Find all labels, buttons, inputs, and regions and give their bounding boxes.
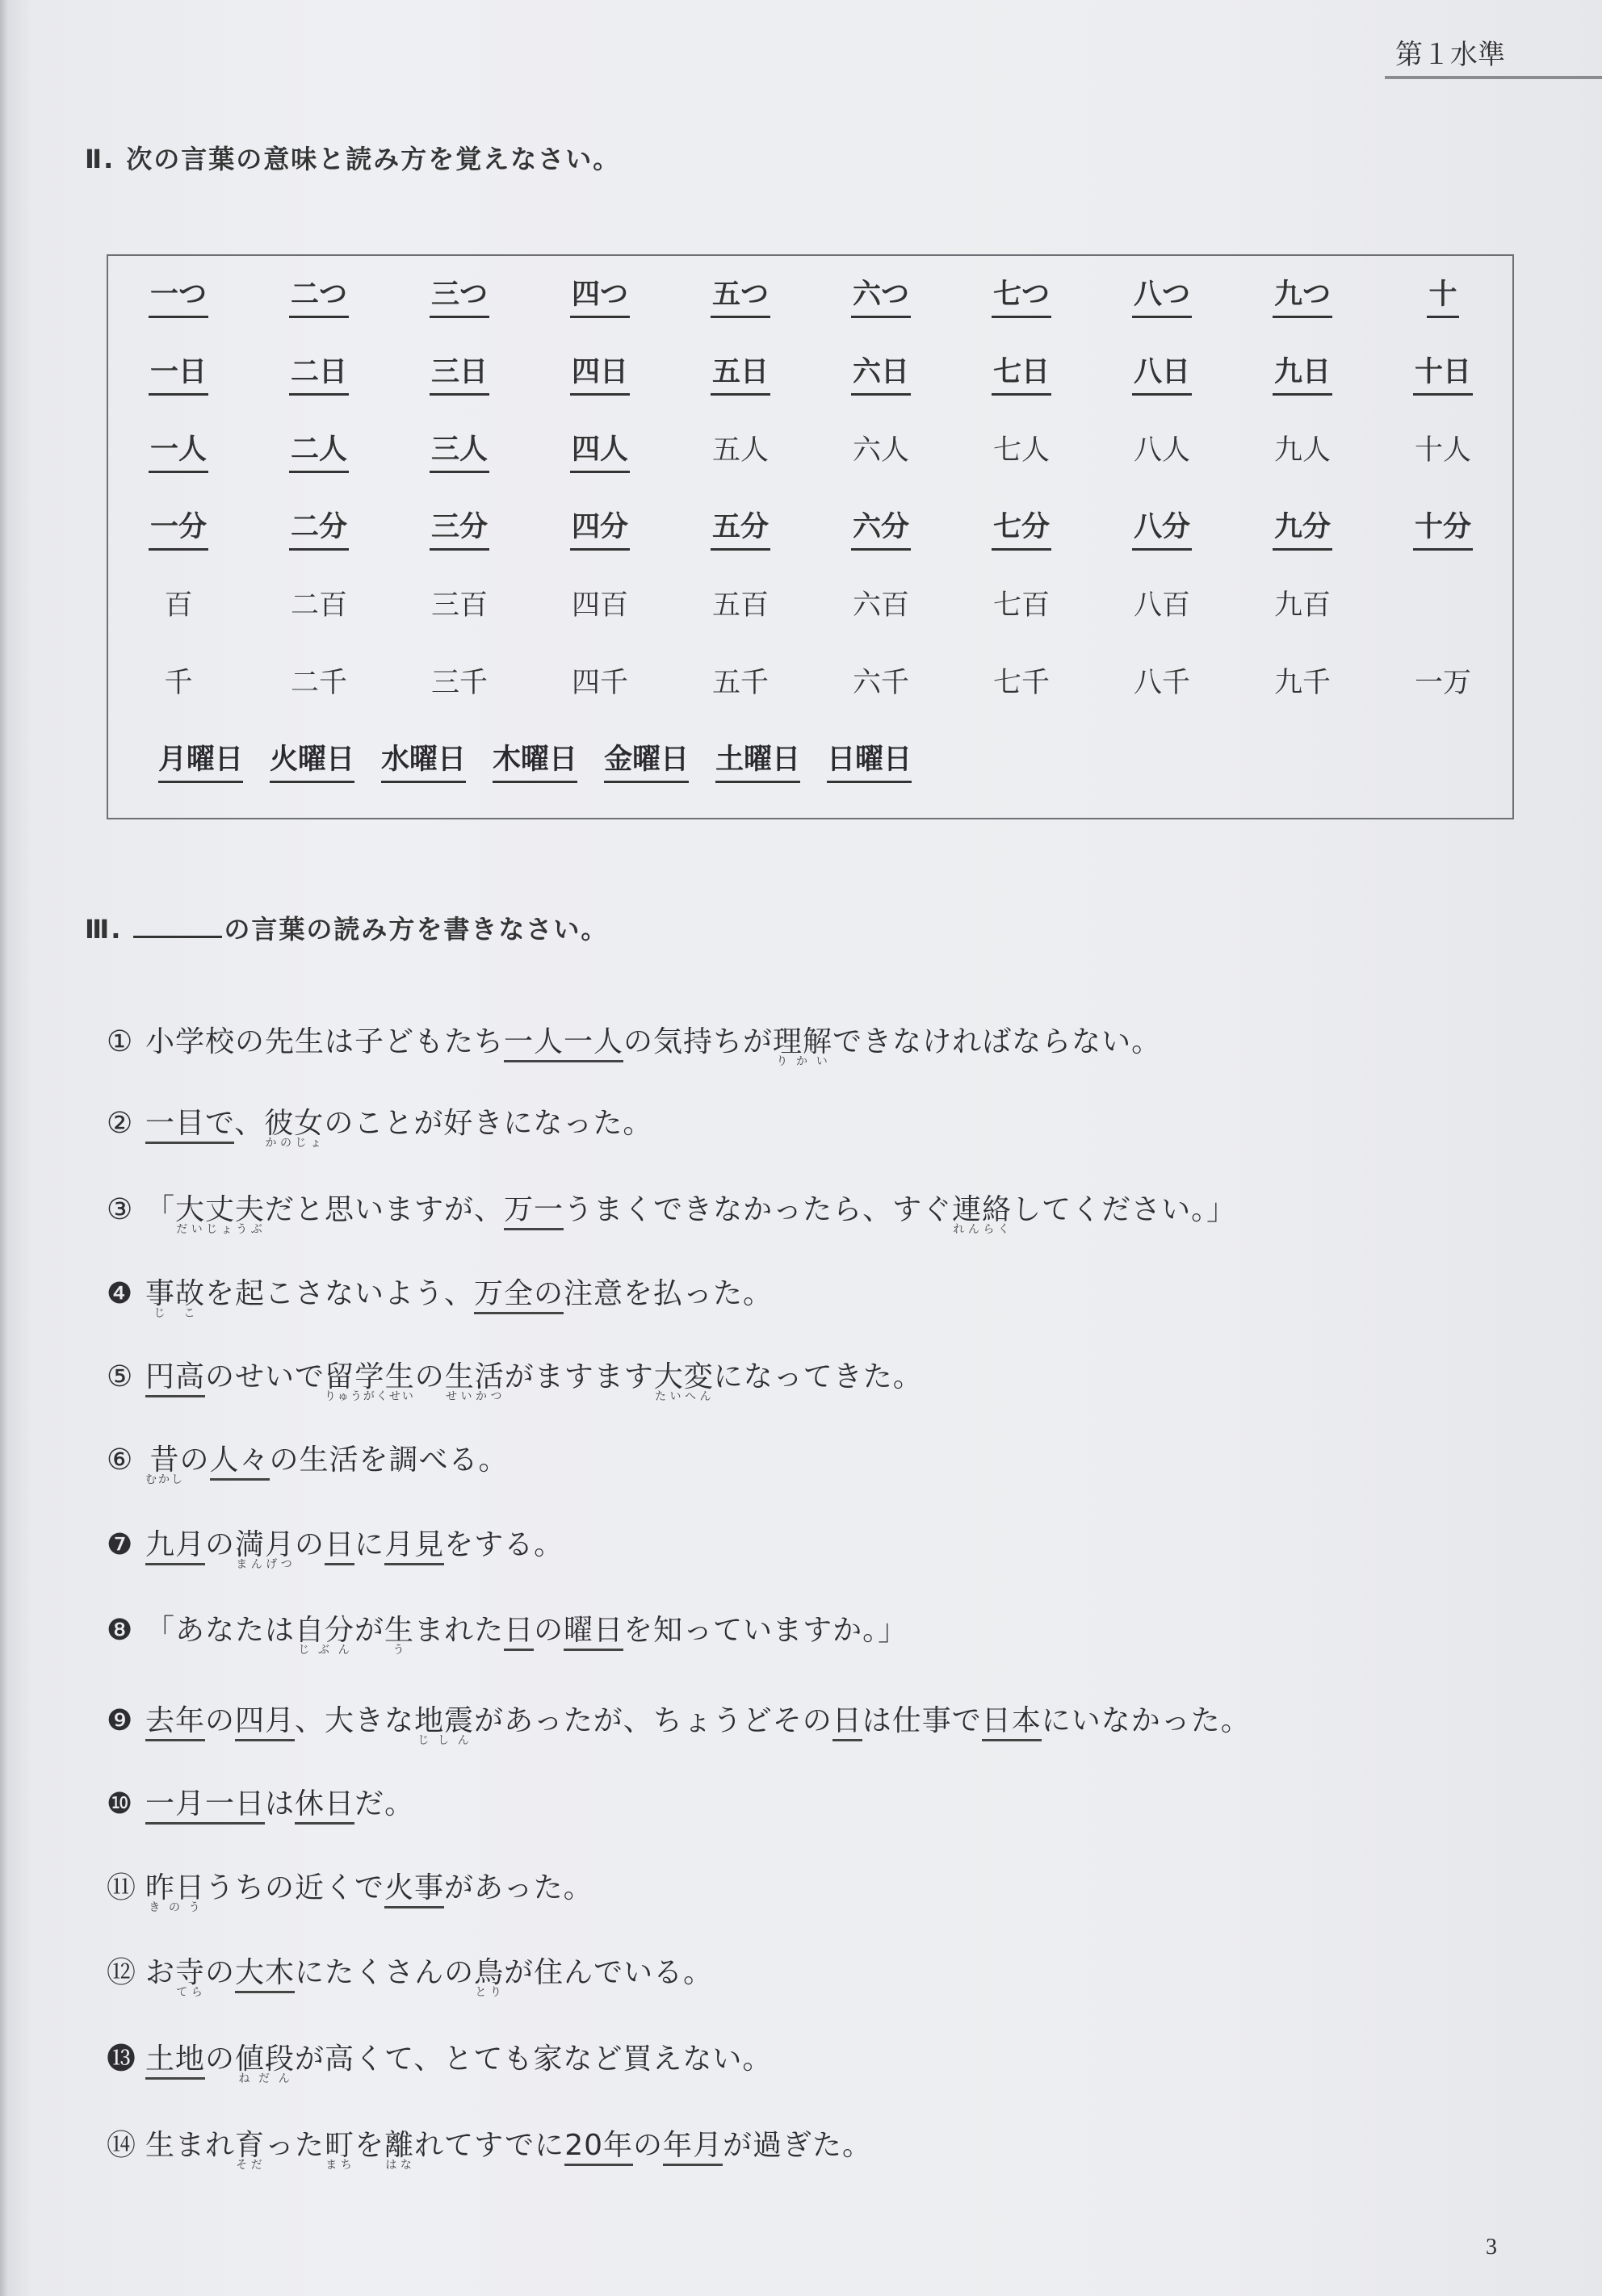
vocab-word: 五千 <box>711 667 769 699</box>
sentence-text: お <box>145 1956 176 1989</box>
vocab-word: 九人 <box>1273 434 1331 467</box>
sentence-text: は <box>265 1787 296 1820</box>
sentence-text: にたくさんの <box>295 1956 475 1989</box>
sentence-text: が <box>354 1614 385 1647</box>
sentence-text: を起こさないよう、 <box>205 1277 475 1310</box>
furigana: りかい <box>773 1055 833 1068</box>
vocab-cell <box>249 643 389 721</box>
sentence-text: 注意を払った。 <box>564 1277 774 1310</box>
sentence-text: うまくできなかったら、すぐ <box>564 1193 953 1226</box>
section-3-numeral: Ⅲ. <box>85 914 123 945</box>
vocab-word: 四千 <box>571 667 628 699</box>
sentence-text: 「 <box>145 1193 176 1226</box>
vocab-cell <box>1373 643 1513 721</box>
sentence-text: を <box>354 2129 385 2162</box>
vocab-cell <box>811 256 951 333</box>
target-word: 四月 <box>235 1704 295 1741</box>
weekday-word: 金曜日 <box>604 737 689 783</box>
vocab-cell <box>389 333 530 411</box>
sentence-text: の <box>205 1956 236 1989</box>
sentence <box>107 1950 713 1997</box>
vocab-word: 五人 <box>711 434 769 467</box>
ruby-word: 地震じしん <box>414 1704 475 1747</box>
vocab-word: 五つ <box>711 272 770 318</box>
vocab-word: 十人 <box>1414 434 1471 467</box>
vocab-cell <box>249 566 389 643</box>
target-word: 万全の <box>474 1277 564 1314</box>
vocab-word: 百 <box>164 589 193 622</box>
furigana: たいへん <box>653 1390 714 1403</box>
vocab-cell <box>811 333 951 411</box>
target-word: 土地 <box>145 2043 205 2080</box>
vocab-cell <box>951 333 1092 411</box>
ruby-word: 生う <box>384 1614 415 1657</box>
sentence-text: の <box>414 1360 445 1393</box>
vocab-word: 二日 <box>289 350 349 396</box>
target-word: 人々 <box>210 1443 270 1481</box>
sentence <box>107 1781 414 1822</box>
ruby-word: 大丈夫だいじょうぶ <box>175 1193 266 1236</box>
vocab-cell <box>108 411 249 488</box>
vocab-word: 九日 <box>1273 350 1332 396</box>
sentence <box>107 1437 509 1485</box>
vocab-cell <box>389 411 530 488</box>
furigana: れんらく <box>952 1223 1013 1236</box>
sentence <box>107 1019 1161 1066</box>
target-word: 年月 <box>663 2129 723 2166</box>
vocab-cell <box>951 643 1092 721</box>
vocab-cell <box>1232 566 1373 643</box>
sentence-text: うちの近くで <box>205 1871 385 1904</box>
vocab-cell <box>1232 333 1373 411</box>
sentence-text: 、 <box>234 1107 265 1140</box>
vocab-word: 一つ <box>149 272 208 318</box>
header-rule <box>1385 76 1602 79</box>
target-word: 大木 <box>235 1956 295 1993</box>
sentence <box>107 1354 923 1401</box>
sentence-number: ⑤ <box>107 1360 134 1393</box>
vocab-word: 八分 <box>1132 505 1192 551</box>
target-word: 月見 <box>384 1528 444 1565</box>
vocab-word: 一万 <box>1414 667 1471 699</box>
vocab-word: 二つ <box>289 272 349 318</box>
sentence <box>107 2036 772 2084</box>
sentence-text: 、大きな <box>295 1704 415 1737</box>
vocab-cell <box>670 256 811 333</box>
vocab-word: 三千 <box>430 667 488 699</box>
sentence-text: の <box>205 2043 236 2076</box>
vocab-word: 四人 <box>570 427 630 473</box>
vocab-word: 二百 <box>290 589 347 622</box>
vocab-cell <box>1092 643 1232 721</box>
vocab-word: 八つ <box>1132 272 1192 318</box>
ruby-word: 昔むかし <box>145 1443 184 1486</box>
ruby-word: 留学生りゅうがくせい <box>324 1360 415 1403</box>
sentence-number: ❽ <box>107 1614 134 1647</box>
vocab-cell <box>389 643 530 721</box>
vocab-cell <box>1232 488 1373 566</box>
ruby-word: 彼女かのじょ <box>264 1107 325 1150</box>
section-3-title: の言葉の読み方を書きなさい。 <box>224 914 609 945</box>
vocab-word: 八日 <box>1132 350 1192 396</box>
target-word: 万一 <box>504 1193 564 1230</box>
vocab-cell <box>1373 488 1513 566</box>
vocab-cell <box>1092 256 1232 333</box>
sentence-text: まれた <box>414 1614 505 1647</box>
sentence-text: のことが好きになった。 <box>324 1107 653 1140</box>
vocab-cell <box>249 411 389 488</box>
sentence-text: の <box>633 2129 664 2162</box>
vocab-word: 六つ <box>851 272 911 318</box>
vocab-cell <box>1092 411 1232 488</box>
sentence-text: った <box>265 2129 325 2162</box>
target-word: 一日 <box>205 1787 265 1825</box>
vocab-cell <box>811 643 951 721</box>
ruby-word: 育そだ <box>235 2129 266 2172</box>
sentence-number: ⓭ <box>107 2043 137 2076</box>
vocab-cell <box>1092 333 1232 411</box>
vocab-cell <box>1232 256 1373 333</box>
ruby-word: 寺てら <box>175 1956 206 1999</box>
furigana: むかし <box>145 1473 184 1486</box>
target-word: 一人一人 <box>504 1025 623 1062</box>
sentence-text: のせいで <box>205 1360 325 1393</box>
vocab-word: 七分 <box>992 505 1051 551</box>
vocab-cell <box>811 411 951 488</box>
vocab-word: 二分 <box>289 505 349 551</box>
vocab-cell <box>530 333 670 411</box>
sentence <box>107 1698 1251 1745</box>
vocab-word: 八百 <box>1133 589 1190 622</box>
vocab-cell <box>108 643 249 721</box>
vocab-word: 六日 <box>851 350 911 396</box>
vocab-word: 八千 <box>1133 667 1190 699</box>
ruby-word: 自分じぶん <box>295 1614 355 1657</box>
vocab-cell <box>530 256 670 333</box>
furigana: ねだん <box>235 2072 296 2085</box>
vocab-word: 六分 <box>851 505 911 551</box>
sentence-text: に <box>354 1528 385 1561</box>
sentence-number: ⑭ <box>107 2129 137 2162</box>
furigana: う <box>384 1644 415 1657</box>
target-word: 火事 <box>384 1871 444 1908</box>
sentence-text: してください。」 <box>1012 1193 1237 1226</box>
vocab-word: 五分 <box>711 505 770 551</box>
vocab-word: 七千 <box>992 667 1050 699</box>
weekday-word: 土曜日 <box>715 737 800 783</box>
sentence-text: れてすでに <box>414 2129 565 2162</box>
vocab-word: 十分 <box>1413 505 1473 551</box>
sentence-number: ❼ <box>107 1528 134 1561</box>
vocab-cell <box>530 411 670 488</box>
sentence-text: があったが、ちょうどその <box>474 1704 832 1737</box>
ruby-word: 理解りかい <box>773 1025 833 1068</box>
ruby-word: 鳥とり <box>474 1956 505 1999</box>
vocab-word: 六人 <box>852 434 909 467</box>
ruby-word: 事故じこ <box>145 1277 206 1320</box>
vocab-cell <box>1232 411 1373 488</box>
sentence-text: の <box>205 1704 236 1737</box>
target-word: 休日 <box>295 1787 354 1825</box>
vocab-word: 九千 <box>1273 667 1331 699</box>
sentence-text: にいなかった。 <box>1041 1704 1251 1737</box>
sentence-text: 小学校の先生は子どもたち <box>145 1025 505 1058</box>
weekday-word: 日曜日 <box>827 737 912 783</box>
vocab-word: 七百 <box>992 589 1050 622</box>
ruby-word: 町まち <box>325 2129 355 2172</box>
sentence-number: ⑪ <box>107 1871 137 1904</box>
vocab-word: 六千 <box>852 667 909 699</box>
furigana: じぶん <box>295 1644 355 1657</box>
section-2-numeral: Ⅱ. <box>85 144 115 174</box>
sentence-text: が住んでいる。 <box>504 1956 714 1989</box>
sentence-text: の気持ちが <box>623 1025 774 1058</box>
ruby-word: 昨日きのう <box>145 1871 206 1914</box>
vocab-cell <box>670 333 811 411</box>
vocab-cell <box>1232 643 1373 721</box>
vocab-cell <box>1373 333 1513 411</box>
target-word: 日 <box>504 1614 534 1651</box>
vocab-word <box>1441 603 1445 606</box>
sentence-text: 生まれ <box>145 2129 236 2162</box>
sentence-number: ⑫ <box>107 1956 137 1989</box>
target-word: 九月 <box>145 1528 205 1565</box>
vocab-cell <box>1092 488 1232 566</box>
vocab-cell <box>670 566 811 643</box>
vocab-cell <box>530 488 670 566</box>
furigana: てら <box>175 1986 206 1999</box>
target-word: 去年 <box>145 1704 205 1741</box>
sentence <box>107 1271 773 1318</box>
target-word: 円高 <box>145 1360 205 1397</box>
vocab-word: 四日 <box>570 350 630 396</box>
sentence <box>107 2122 872 2170</box>
level-label: 第１水準 <box>1395 39 1505 71</box>
vocab-cell <box>108 256 249 333</box>
weekday-word: 水曜日 <box>381 737 466 783</box>
sentence-number: ② <box>107 1107 134 1140</box>
vocab-word: 七日 <box>992 350 1051 396</box>
vocab-word: 九分 <box>1273 505 1332 551</box>
section-2-title: 次の言葉の意味と読み方を覚えなさい。 <box>126 144 621 174</box>
sentence <box>107 1187 1236 1234</box>
vocab-word: 十日 <box>1413 350 1473 396</box>
vocab-word: 一日 <box>149 350 208 396</box>
sentence-text: は仕事で <box>862 1704 982 1737</box>
vocab-cell <box>108 566 249 643</box>
vocab-cell <box>1373 566 1513 643</box>
ruby-word: 大変たいへん <box>653 1360 714 1403</box>
sentence-text: が過ぎた。 <box>723 2129 873 2162</box>
vocab-cell <box>389 488 530 566</box>
sentence-text: を知っていますか。」 <box>623 1614 908 1647</box>
ruby-word: 値段ねだん <box>235 2043 296 2085</box>
vocab-word: 四分 <box>570 505 630 551</box>
target-word: 20年 <box>564 2129 633 2166</box>
weekday-row <box>108 721 1512 798</box>
sentence-text: の <box>205 1528 236 1561</box>
blank-underline <box>133 915 222 938</box>
section-2-heading <box>85 139 620 176</box>
vocab-word: 三百 <box>430 589 488 622</box>
sentence-number: ❿ <box>107 1787 134 1820</box>
vocab-word: 三人 <box>430 427 489 473</box>
furigana: まんげつ <box>235 1558 296 1571</box>
sentence-text: の <box>534 1614 564 1647</box>
vocab-word: 二千 <box>290 667 347 699</box>
vocab-word: 一分 <box>149 505 208 551</box>
furigana: りゅうがくせい <box>324 1390 415 1403</box>
vocab-word: 九百 <box>1273 589 1331 622</box>
vocab-word: 千 <box>164 667 193 699</box>
vocab-word: 三分 <box>430 505 489 551</box>
furigana: だいじょうぶ <box>175 1223 266 1236</box>
sentence-number: ❹ <box>107 1277 134 1310</box>
vocab-cell <box>1373 256 1513 333</box>
sentence-number: ⑥ <box>107 1443 134 1477</box>
vocab-cell <box>249 256 389 333</box>
sentence-text: の生活を調べる。 <box>269 1443 509 1477</box>
sentence-text: があった。 <box>444 1871 593 1904</box>
vocab-cell <box>1092 566 1232 643</box>
ruby-word: 満月まんげつ <box>235 1528 296 1571</box>
vocab-cell <box>670 643 811 721</box>
furigana: とり <box>474 1986 505 1999</box>
weekday-word: 月曜日 <box>158 737 243 783</box>
vocab-table <box>107 254 1514 819</box>
vocab-cell <box>249 333 389 411</box>
vocab-word: 四つ <box>570 272 630 318</box>
vocab-word: 九つ <box>1273 272 1332 318</box>
target-word: 日 <box>325 1528 354 1565</box>
section-3-heading <box>85 909 608 946</box>
furigana: じしん <box>414 1734 475 1747</box>
vocab-word: 一人 <box>149 427 208 473</box>
target-word: 日 <box>832 1704 862 1741</box>
target-word: 日本 <box>982 1704 1042 1741</box>
sentence <box>107 1865 593 1913</box>
sentence-number: ❾ <box>107 1704 134 1737</box>
sentence-text: 「あなたは <box>145 1614 296 1647</box>
vocab-cell <box>389 256 530 333</box>
furigana: かのじょ <box>264 1137 325 1150</box>
vocab-cell <box>670 411 811 488</box>
weekday-word: 木曜日 <box>493 737 577 783</box>
vocab-cell <box>811 566 951 643</box>
page-number: 3 <box>1486 2235 1497 2260</box>
sentence-text: が高くて、とても家など買えない。 <box>295 2043 773 2076</box>
vocab-cell <box>951 256 1092 333</box>
sentence-text: の <box>179 1443 210 1477</box>
vocab-word: 七人 <box>992 434 1050 467</box>
sentence-text: だ。 <box>354 1787 415 1820</box>
vocab-cell <box>951 566 1092 643</box>
vocab-cell <box>1373 411 1513 488</box>
vocab-cell <box>811 488 951 566</box>
sentence-text: だと思いますが、 <box>265 1193 505 1226</box>
vocab-cell <box>108 488 249 566</box>
target-word: 一月 <box>145 1787 205 1825</box>
vocab-cell <box>530 566 670 643</box>
vocab-word: 五百 <box>711 589 769 622</box>
furigana: せいかつ <box>444 1390 505 1403</box>
sentence <box>107 1100 652 1148</box>
vocab-word: 三つ <box>430 272 489 318</box>
furigana: まち <box>325 2159 355 2172</box>
ruby-word: 連絡れんらく <box>952 1193 1013 1236</box>
vocab-word: 二人 <box>289 427 349 473</box>
furigana: きのう <box>145 1901 205 1914</box>
vocab-word: 三日 <box>430 350 489 396</box>
vocab-word: 六百 <box>852 589 909 622</box>
vocab-word: 四百 <box>571 589 628 622</box>
vocab-cell <box>249 488 389 566</box>
furigana: じこ <box>145 1307 206 1320</box>
vocab-cell <box>951 488 1092 566</box>
sentence-text: できなければならない。 <box>832 1025 1162 1058</box>
sentence-text: がますます <box>504 1360 654 1393</box>
vocab-cell <box>530 643 670 721</box>
ruby-word: 離はな <box>384 2129 415 2172</box>
sentence <box>107 1522 564 1569</box>
weekday-word: 火曜日 <box>270 737 354 783</box>
vocab-word: 七つ <box>992 272 1051 318</box>
vocab-word: 八人 <box>1133 434 1190 467</box>
furigana: そだ <box>235 2159 266 2172</box>
vocab-cell <box>389 566 530 643</box>
sentence <box>107 1607 908 1655</box>
vocab-cell <box>670 488 811 566</box>
vocab-word: 五日 <box>711 350 770 396</box>
vocab-grid <box>108 256 1512 721</box>
sentence-number: ① <box>107 1025 134 1058</box>
target-word: 一目で <box>145 1107 234 1144</box>
ruby-word: 生活せいかつ <box>444 1360 505 1403</box>
vocab-word: 十 <box>1427 272 1458 318</box>
sentence-text: をする。 <box>444 1528 564 1561</box>
sentence-text: になってきた。 <box>713 1360 923 1393</box>
sentence-text: の <box>295 1528 325 1561</box>
furigana: はな <box>384 2159 415 2172</box>
sentence-number: ③ <box>107 1193 134 1226</box>
vocab-cell <box>951 411 1092 488</box>
vocab-cell <box>108 333 249 411</box>
target-word: 曜日 <box>564 1614 623 1651</box>
